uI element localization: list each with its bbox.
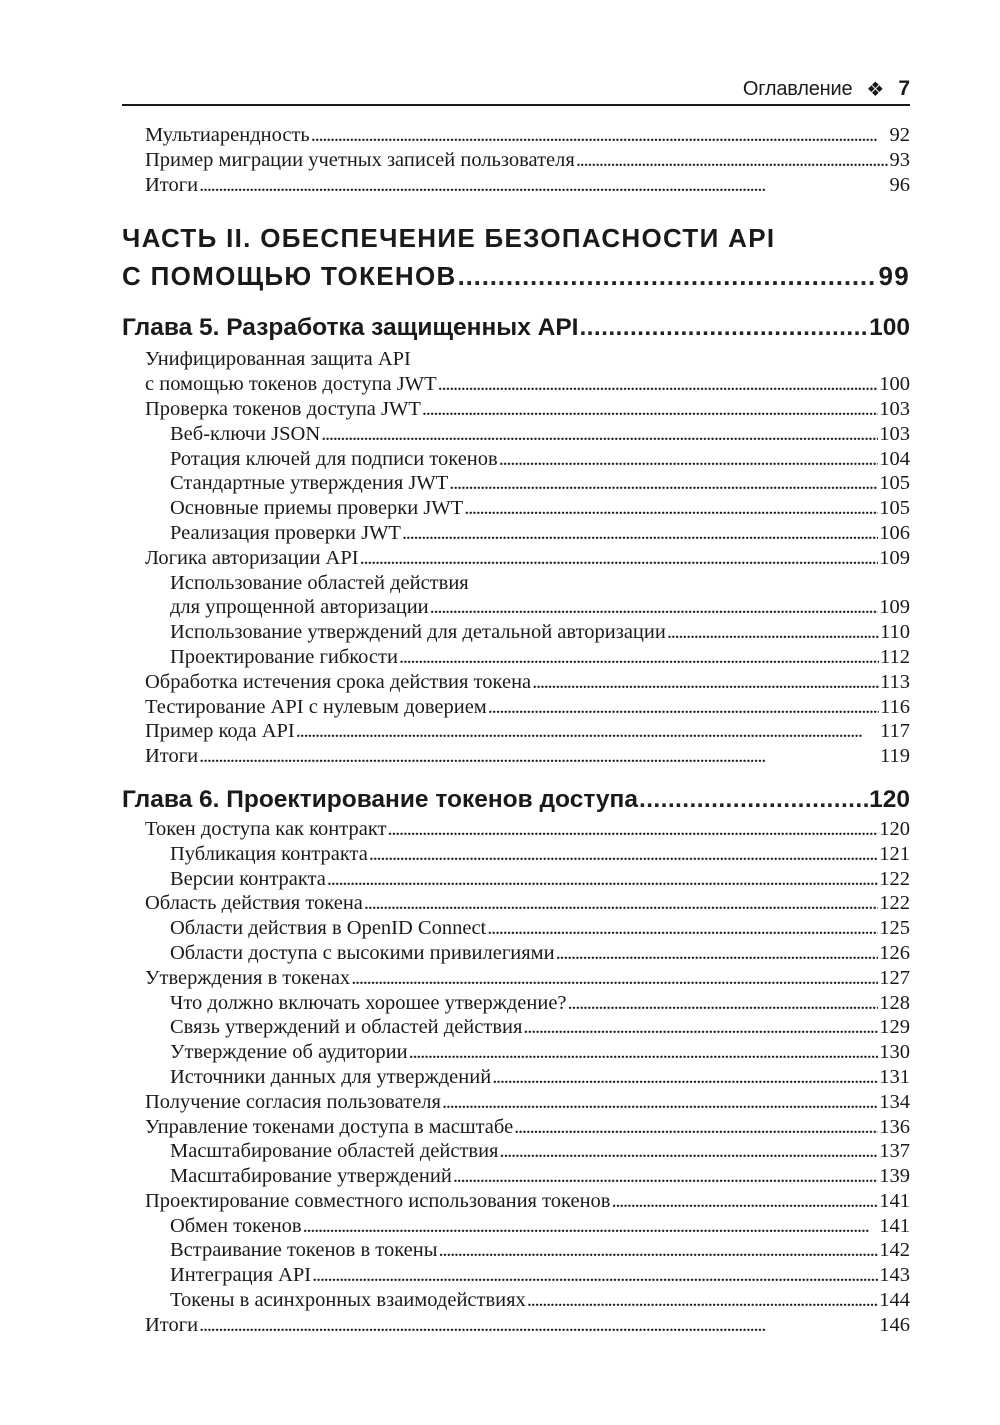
toc-subentry[interactable] <box>122 447 910 472</box>
toc-entry-label: Итоги <box>145 745 199 768</box>
toc-entry[interactable] <box>122 1090 910 1115</box>
toc-entry[interactable] <box>122 1115 910 1140</box>
toc-entry-page: 126 <box>879 941 910 964</box>
leader-dots <box>311 123 889 148</box>
leader-dots <box>321 422 878 447</box>
leader-dots <box>409 1040 879 1065</box>
toc-entry-label: Веб-ключи JSON <box>170 422 321 445</box>
toc-entry-label-cont: с помощью токенов доступа JWT <box>145 373 437 396</box>
leader-dots <box>438 372 879 397</box>
toc-entry-page: 120 <box>879 817 910 840</box>
toc-entry-label: Пример миграции учетных записей пользователя <box>145 148 575 171</box>
chapter-page: 100 <box>869 314 910 342</box>
fleuron-separator-icon: ❖ <box>866 78 885 101</box>
leader-dots <box>442 1090 878 1115</box>
leader-dots <box>576 148 889 173</box>
leader-dots <box>351 966 878 991</box>
toc-entry-label: Интеграция API <box>170 1264 312 1287</box>
leader-dots <box>303 1214 879 1239</box>
toc-entry-page: 131 <box>879 1065 910 1088</box>
toc-subentry[interactable] <box>122 1015 910 1040</box>
toc-entry-label: Источники данных для утверждений <box>170 1065 492 1088</box>
running-header <box>122 74 910 106</box>
leader-dots <box>422 397 878 422</box>
header-title: Оглавление <box>742 77 853 100</box>
toc-entry-label: Масштабирование областей действия <box>170 1140 499 1163</box>
leader-dots <box>499 1139 878 1164</box>
table-of-contents <box>122 123 910 1338</box>
toc-entry[interactable] <box>122 891 910 916</box>
leader-dots <box>296 719 879 744</box>
toc-subentry-first-line[interactable] <box>122 571 910 596</box>
toc-entry-page: 106 <box>879 521 910 544</box>
toc-entry-page: 137 <box>879 1140 910 1163</box>
toc-entry-page: 125 <box>879 917 910 940</box>
leader-dots <box>364 891 878 916</box>
toc-entry-page: 144 <box>879 1289 910 1312</box>
leader-dots <box>527 1288 878 1313</box>
leader-dots <box>402 521 878 546</box>
toc-entry-label: Проектирование совместного использования токенов <box>145 1189 611 1212</box>
toc-entry-label: Использование областей действия <box>170 571 469 594</box>
toc-entry-page: 134 <box>879 1090 910 1113</box>
part-heading[interactable] <box>122 219 910 295</box>
toc-entry[interactable] <box>122 719 910 744</box>
toc-subentry[interactable] <box>122 1288 910 1313</box>
chapter-title: Глава 6. Проектирование токенов доступа <box>122 785 638 813</box>
toc-entry-page: 93 <box>889 148 910 171</box>
toc-subentry[interactable] <box>122 1263 910 1288</box>
toc-entry-page: 130 <box>879 1041 910 1064</box>
leader-dots <box>487 916 878 941</box>
toc-subentry[interactable] <box>122 1238 910 1263</box>
toc-entry-label: Итоги <box>145 1313 199 1336</box>
toc-entry-label: Утверждение об аудитории <box>170 1041 408 1064</box>
toc-entry-page: 139 <box>879 1165 910 1188</box>
toc-subentry[interactable] <box>122 496 910 521</box>
leader-dots <box>327 867 878 892</box>
toc-entry-page: 109 <box>879 546 910 569</box>
toc-entry[interactable] <box>122 1313 910 1338</box>
chapter-page: 120 <box>869 785 910 813</box>
toc-entry[interactable] <box>122 148 910 173</box>
toc-entry-page: 110 <box>880 621 910 644</box>
toc-entry-label: Проверка токенов доступа JWT <box>145 397 421 420</box>
leader-dots <box>492 1065 878 1090</box>
toc-entry[interactable] <box>122 123 910 148</box>
toc-entry-label: Основные приемы проверки JWT <box>170 497 464 520</box>
toc-entry[interactable] <box>122 670 910 695</box>
chapter-6-heading[interactable] <box>122 785 910 815</box>
toc-entry-label: Утверждения в токенах <box>145 966 351 989</box>
toc-entry-page: 141 <box>879 1189 910 1212</box>
leader-dots <box>430 595 879 620</box>
leader-dots <box>556 941 879 966</box>
toc-subentry[interactable] <box>122 1214 910 1239</box>
toc-entry-page: 122 <box>879 867 910 890</box>
toc-entry-page: 105 <box>879 497 910 520</box>
leader-dots <box>568 991 879 1016</box>
toc-entry-page: 129 <box>879 1016 910 1039</box>
chapter-title: Глава 5. Разработка защищенных API <box>122 314 579 342</box>
toc-subentry[interactable] <box>122 1065 910 1090</box>
toc-entry-page: 92 <box>889 124 910 146</box>
toc-subentry[interactable] <box>122 1040 910 1065</box>
toc-entry-label: Реализация проверки JWT <box>170 521 401 544</box>
toc-subentry[interactable] <box>122 620 910 645</box>
toc-entry-page: 127 <box>879 966 910 989</box>
toc-entry-label: Связь утверждений и областей действия <box>170 1016 523 1039</box>
toc-subentry[interactable] <box>122 916 910 941</box>
chapter-5-heading[interactable] <box>122 313 910 343</box>
toc-entry-page: 103 <box>879 397 910 420</box>
toc-entry-page: 103 <box>879 422 910 445</box>
toc-entry-page: 104 <box>879 447 910 470</box>
toc-entry-page: 112 <box>880 645 910 668</box>
toc-entry-label: Встраивание токенов в токены <box>170 1239 438 1262</box>
toc-subentry[interactable] <box>122 595 910 620</box>
toc-entry[interactable] <box>122 817 910 842</box>
toc-subentry[interactable] <box>122 1139 910 1164</box>
leader-dots <box>312 1263 878 1288</box>
toc-subentry[interactable] <box>122 991 910 1016</box>
toc-entry-page: 100 <box>879 373 910 396</box>
part-title-line1: ЧАСТЬ II. ОБЕСПЕЧЕНИЕ БЕЗОПАСНОСТИ API <box>122 223 776 254</box>
toc-entry-page: 141 <box>879 1214 910 1237</box>
toc-entry[interactable] <box>122 546 910 571</box>
toc-entry-label: Область действия токена <box>145 892 363 915</box>
toc-entry-label: Масштабирование утверждений <box>170 1165 452 1188</box>
part-page: 99 <box>878 261 910 292</box>
toc-entry-page: 113 <box>880 670 910 693</box>
toc-entry-label: Управление токенами доступа в масштабе <box>145 1115 514 1138</box>
leader-dots <box>458 257 878 295</box>
toc-entry[interactable] <box>122 1189 910 1214</box>
toc-entry-page: 128 <box>879 991 910 1014</box>
toc-subentry[interactable] <box>122 842 910 867</box>
toc-entry-page: 122 <box>879 892 910 915</box>
toc-subentry[interactable] <box>122 941 910 966</box>
toc-entry-page: 109 <box>879 596 910 619</box>
toc-entry-page: 105 <box>879 472 910 495</box>
toc-entry-page: 119 <box>880 745 910 768</box>
leader-dots <box>453 1164 878 1189</box>
toc-subentry[interactable] <box>122 1164 910 1189</box>
toc-subentry[interactable] <box>122 521 910 546</box>
toc-entry-label: Получение согласия пользователя <box>145 1090 441 1113</box>
toc-entry-label: Использование утверждений для детальной авторизации <box>170 621 666 644</box>
toc-entry-label: Стандартные утверждения JWT <box>170 472 449 495</box>
leader-dots <box>199 744 879 769</box>
toc-entry[interactable] <box>122 744 910 769</box>
toc-entry-label: Области действия в OpenID Connect <box>170 917 487 940</box>
toc-entry[interactable] <box>122 695 910 720</box>
leader-dots <box>369 842 878 867</box>
page-number: 7 <box>898 77 910 100</box>
toc-entry-label: Версии контракта <box>170 867 326 890</box>
toc-entry[interactable] <box>122 397 910 422</box>
toc-entry-page: 136 <box>879 1115 910 1138</box>
toc-entry-label: Токен доступа как контракт <box>145 817 387 840</box>
leader-dots <box>464 496 878 521</box>
leader-dots <box>387 817 878 842</box>
toc-entry[interactable] <box>122 173 910 198</box>
toc-entry-page: 96 <box>889 173 910 196</box>
leader-dots <box>439 1238 879 1263</box>
toc-entry-page: 146 <box>879 1313 910 1336</box>
leader-dots <box>514 1115 878 1140</box>
leader-dots <box>360 546 879 571</box>
leader-dots <box>399 645 879 670</box>
toc-entry-page: 116 <box>880 695 910 718</box>
toc-entry-label: Проектирование гибкости <box>170 645 398 668</box>
leader-dots <box>611 1189 878 1214</box>
toc-subentry[interactable] <box>122 645 910 670</box>
toc-subentry[interactable] <box>122 471 910 496</box>
toc-entry-label: Тестирование API с нулевым доверием <box>145 695 487 718</box>
toc-entry-label: Пример кода API <box>145 720 295 743</box>
part-title-line2: С ПОМОЩЬЮ ТОКЕНОВ <box>122 261 457 292</box>
toc-entry-label: Итоги <box>145 173 199 196</box>
toc-entry-page: 117 <box>880 720 910 743</box>
toc-entry-label: Обработка истечения срока действия токена <box>145 670 532 693</box>
toc-entry-page: 143 <box>879 1264 910 1287</box>
leader-dots <box>199 1313 878 1338</box>
leader-dots <box>499 447 879 472</box>
toc-entry-label: Токены в асинхронных взаимодействиях <box>170 1289 526 1312</box>
toc-entry-label: Ротация ключей для подписи токенов <box>170 447 498 470</box>
toc-entry-label: Области доступа с высокими привилегиями <box>170 941 555 964</box>
toc-entry-first-line[interactable] <box>122 347 910 372</box>
toc-entry-label: Обмен токенов <box>170 1214 302 1237</box>
leader-dots <box>523 1015 878 1040</box>
leader-dots <box>199 173 888 198</box>
leader-dots <box>532 670 879 695</box>
toc-entry-page: 142 <box>879 1239 910 1262</box>
toc-entry-page: 121 <box>879 842 910 865</box>
toc-entry-label: Логика авторизации API <box>145 546 359 569</box>
toc-subentry[interactable] <box>122 422 910 447</box>
leader-dots <box>449 471 878 496</box>
leader-dots <box>488 695 879 720</box>
toc-entry-label-cont: для упрощенной авторизации <box>170 596 429 619</box>
leader-dots <box>667 620 879 645</box>
toc-entry[interactable] <box>122 966 910 991</box>
toc-entry-label: Унифицированная защита API <box>145 348 411 371</box>
toc-entry[interactable] <box>122 372 910 397</box>
toc-subentry[interactable] <box>122 867 910 892</box>
toc-entry-label: Что должно включать хорошее утверждение? <box>170 991 567 1014</box>
leader-dots <box>639 785 868 815</box>
toc-entry-label: Мультиарендность <box>145 124 310 146</box>
leader-dots <box>579 313 868 343</box>
toc-entry-label: Публикация контракта <box>170 842 368 865</box>
